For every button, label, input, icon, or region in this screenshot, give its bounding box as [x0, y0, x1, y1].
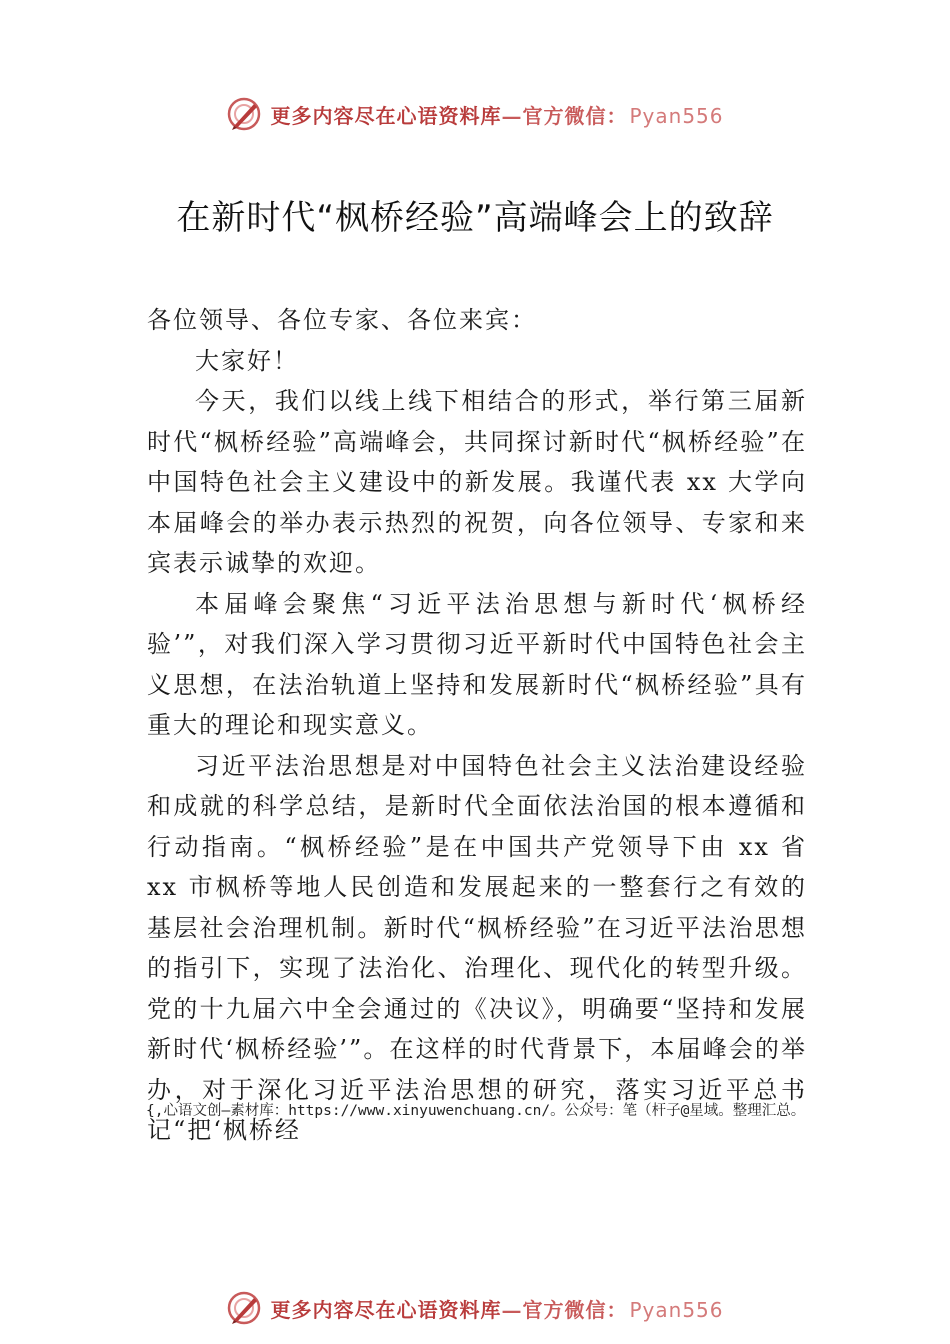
document-title: 在新时代“枫桥经验”高端峰会上的致辞 [176, 198, 774, 238]
greeting: 大家好！ [195, 346, 299, 375]
watermark-brand: 更多内容尽在心语资料库 [270, 1297, 502, 1322]
watermark-brand: 更多内容尽在心语资料库 [270, 103, 502, 128]
paragraph-1: 今天，我们以线上线下相结合的形式，举行第三届新时代“枫桥经验”高端峰会，共同探讨新时代“枫桥经验”在中国特色社会主义建设中的新发展。我谨代表 xx 大学向本届峰会的举办表示热烈的祝贺，向各位领导、专家和来宾表示诚挚的欢迎。 [147, 387, 807, 577]
watermark-dash: — [501, 1297, 523, 1322]
footer-watermark [0, 1288, 950, 1328]
watermark-text [270, 100, 723, 129]
watermark-wechat-label: 官方微信： [522, 1297, 628, 1322]
watermark-wechat-label: 官方微信： [522, 103, 628, 128]
salutation: 各位领导、各位专家、各位来宾： [147, 306, 537, 334]
watermark-wechat-id: Pyan556 [629, 103, 724, 128]
ink-pen-logo-icon [226, 96, 262, 132]
document-body [147, 300, 807, 1151]
paragraph-2: 本届峰会聚焦“习近平法治思想与新时代‘枫桥经验’”，对我们深入学习贯彻习近平新时代中国特色社会主义思想，在法治轨道上坚持和发展新时代“枫桥经验”具有重大的理论和现实意义。 [147, 589, 807, 739]
ink-pen-logo-icon [226, 1290, 262, 1326]
paragraph-3: 习近平法治思想是对中国特色社会主义法治建设经验和成就的科学总结，是新时代全面依法治国的根本遵循和行动指南。“枫桥经验”是在中国共产党领导下由 xx 省 xx 市枫桥等地人民创造和发展起来的一整套行之有效的基层社会治理机制。新时代“枫桥经验”在习近平法治思想的指引下，实现了法治化、治理化、现代化的转型升级。党的十九届六中全会通过的《决议》，明确要“坚持和发展新时代‘枫桥经验’”。在这样的时代背景下，本届峰会的举办，对于深化习近平法治思想的研究，落实习近平总书记“把‘枫桥经 [147, 751, 807, 1144]
watermark-dash: — [501, 103, 523, 128]
source-footnote: {,心语文创—素材库：https://www.xinyuwenchuang.cn/。公众号：笔（杆子@星域。整理汇总。 [146, 1103, 806, 1119]
watermark-text [270, 1294, 723, 1323]
header-watermark [0, 94, 950, 134]
watermark-wechat-id: Pyan556 [629, 1297, 724, 1322]
